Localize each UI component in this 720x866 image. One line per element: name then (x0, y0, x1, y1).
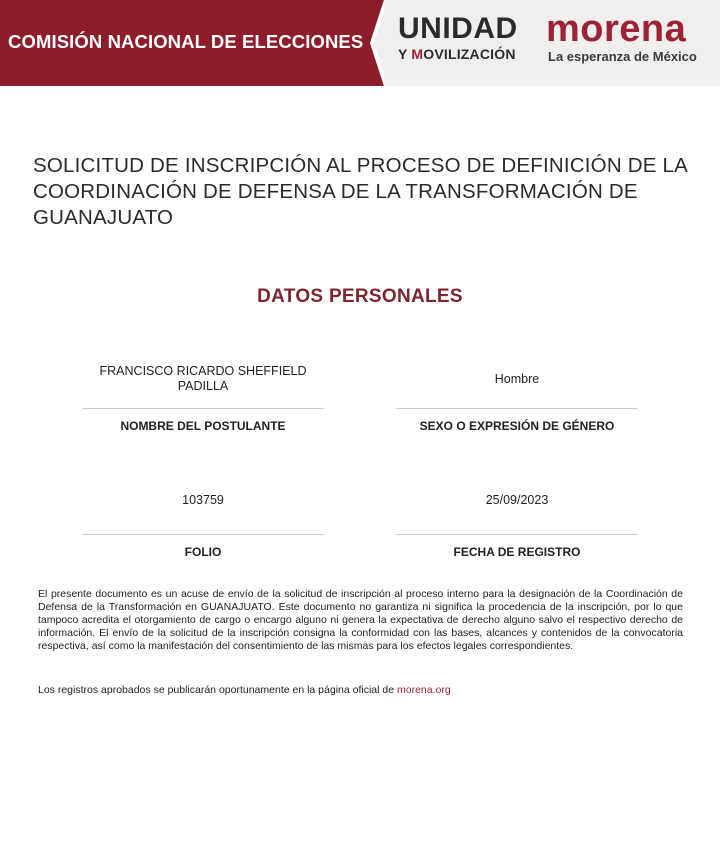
brand-name: morena (546, 8, 687, 50)
field-label: FECHA DE REGISTRO (453, 545, 581, 559)
banner-title: COMISIÓN NACIONAL DE ELECCIONES (8, 31, 364, 52)
commission-banner (0, 0, 384, 86)
movilizacion-text: Y MOVILIZACIÓN (398, 46, 516, 62)
footnote (38, 684, 683, 697)
morena-org-link[interactable]: morena.org (396, 684, 451, 696)
unidad-text: UNIDAD (398, 12, 518, 45)
section-title: DATOS PERSONALES (257, 286, 463, 307)
field-label: NOMBRE DEL POSTULANTE (120, 419, 286, 433)
field-divider (396, 534, 638, 535)
field-value: FRANCISCO RICARDO SHEFFIELD PADILLA (99, 364, 307, 393)
legal-notice: El presente documento es un acuse de envío de la solicitud de inscripción al proceso interno para la designación de la Coordinación de Defensa de la Transformación en GUANAJUATO. Este documento no garantiza ni significa la procedencia de la inscripción, por lo que tampoco acredita el otorgamiento de cargo o encargo alguno ni genera la expectativa de derecho alguno salvo el respectivo derecho de información. El envío de la solicitud de la inscripción consigna la conformidad con las bases, alcances y contenidos de la convocatoria respectiva, así como la manifestación del consentimiento de las mismas para los efectos legales correspondientes. (38, 588, 683, 652)
field-fecha (396, 488, 638, 564)
field-divider (82, 534, 324, 535)
field-sexo (396, 362, 638, 438)
field-label: SEXO O EXPRESIÓN DE GÉNERO (419, 419, 615, 433)
field-value: 25/09/2023 (485, 493, 549, 507)
field-divider (396, 408, 638, 409)
document-title: SOLICITUD DE INSCRIPCIÓN AL PROCESO DE DEFINICIÓN DE LA COORDINACIÓN DE DEFENSA DE LA TRANSFORMACIÓN DE GUANAJUATO (33, 154, 687, 229)
field-divider (82, 408, 324, 409)
field-folio (82, 488, 324, 564)
morena-logo (546, 10, 697, 63)
brand-tagline: La esperanza de México (548, 49, 697, 64)
field-nombre (82, 362, 324, 438)
field-label: FOLIO (184, 545, 222, 559)
unidad-movilizacion-logo (398, 14, 518, 61)
footnote-text: Los registros aprobados se publicarán oportunamente en la página oficial de (38, 684, 397, 696)
field-value: Hombre (494, 372, 540, 386)
field-value: 103759 (182, 493, 224, 507)
page-header (0, 0, 720, 86)
